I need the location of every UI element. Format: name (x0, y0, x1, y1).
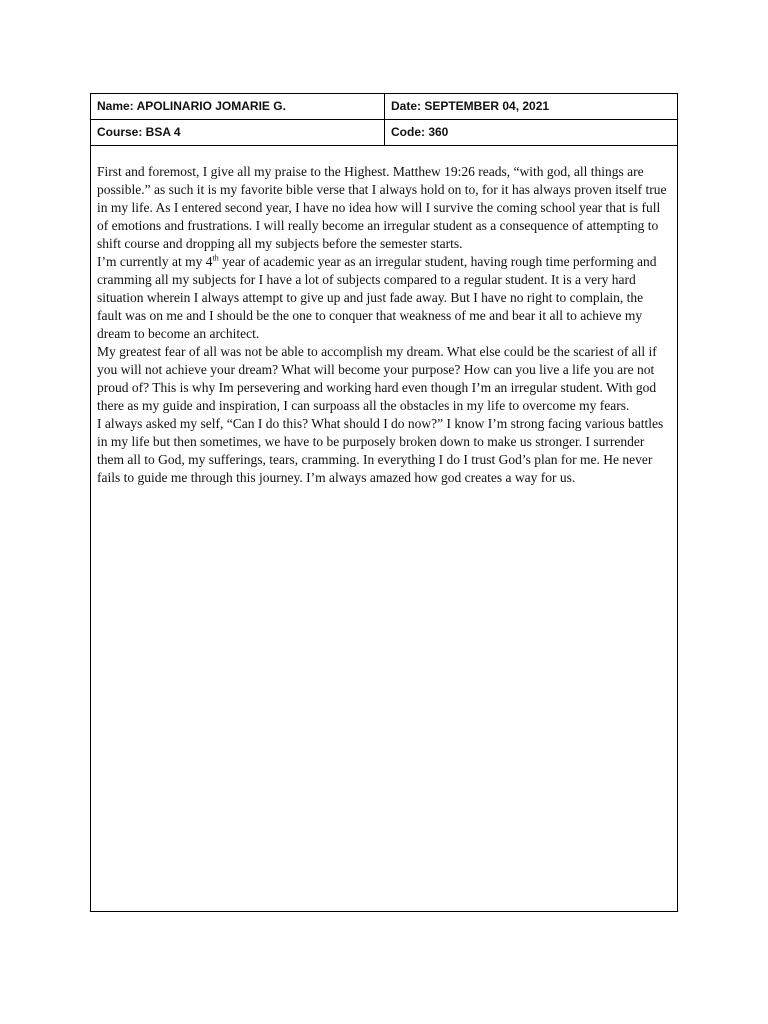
header-row-2 (91, 120, 677, 146)
name-field: Name: APOLINARIO JOMARIE G. (91, 94, 385, 119)
paragraph-1: First and foremost, I give all my praise to the Highest. Matthew 19:26 reads, “with god, all things are possible.” as such it is my favorite bible verse that I always hold on to, for it has always proven itself true in my life. As I entered second year, I have no idea how will I survive the coming school year that is full of emotions and frustrations. I will really become an irregular student as a consequence of attempting to shift course and dropping all my subjects before the semester starts. (97, 164, 667, 251)
code-field: Code: 360 (391, 125, 449, 139)
paragraph-4: I always asked my self, “Can I do this? What should I do now?” I know I’m strong facing various battles in my life but then sometimes, we have to be purposely broken down to make us stronger. I surrender them all to God, my sufferings, tears, cramming. In everything I do I trust God’s plan for me. He never fails to guide me through this journey. I’m always amazed how god creates a way for us. (97, 416, 664, 485)
date-field: Date: SEPTEMBER 04, 2021 (391, 99, 550, 113)
paragraph-2-rest: year of academic year as an irregular student, having rough time performing and cramming all my subjects for I have a lot of subjects compared to a regular student. It is a very hard situation wherein I always attempt to give up and just fade away. But I have no right to complain, the fault was on me and I should be the one to conquer that weakness of me and bear it all to achieve my dream to become an architect. (97, 254, 657, 341)
paragraph-2-start: I’m currently at my 4 (97, 254, 213, 269)
header-row-1 (91, 94, 677, 120)
essay-body (91, 146, 677, 487)
paragraph-2 (97, 253, 671, 343)
ordinal-superscript: th (212, 253, 219, 263)
paragraph-3: My greatest fear of all was not be able to accomplish my dream. What else could be the scariest of all if you will not achieve your dream? What will become your purpose? How can you live a life you are not proud of? This is why Im persevering and working hard even though I’m an irregular student. With god there as my guide and inspiration, I can surpoass all the obstacles in my life to overcome my fears. (97, 344, 657, 413)
document-frame (90, 93, 678, 912)
course-field: Course: BSA 4 (91, 120, 385, 145)
